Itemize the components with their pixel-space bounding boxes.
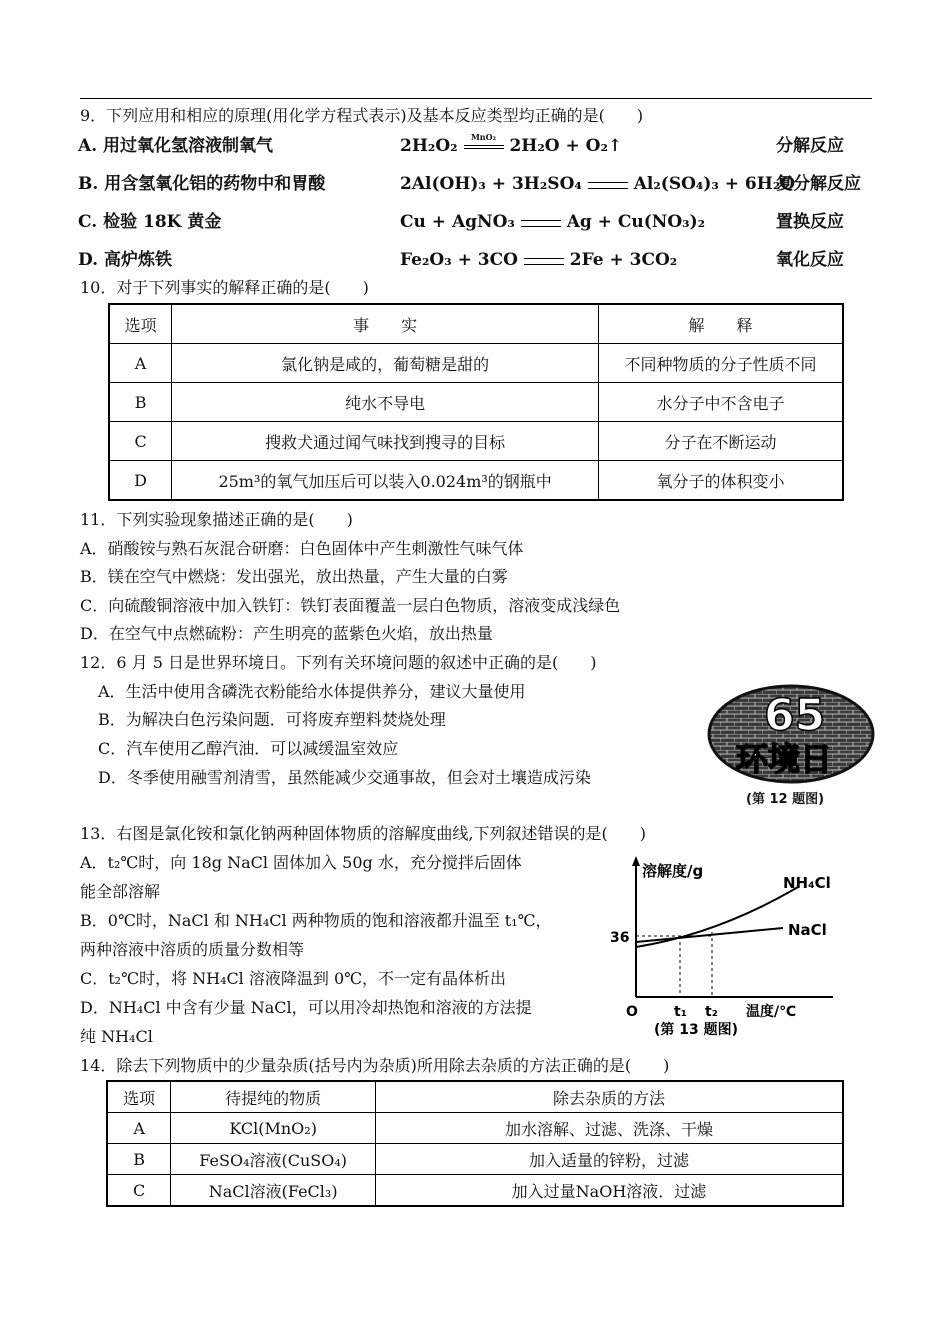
table-row (109, 344, 843, 383)
logo-text-top: 65 (764, 690, 826, 741)
table-cell: 分子在不断运动 (599, 422, 843, 461)
header-cell: 选项 (107, 1081, 171, 1113)
table-cell: FeSO₄溶液(CuSO₄) (171, 1144, 376, 1175)
origin-label: O (626, 1004, 638, 1020)
eq-right: Ag + Cu(NO₃)₂ (566, 212, 706, 232)
q9-option-label: D. 高炉炼铁 (78, 250, 172, 270)
q9-equation (400, 212, 705, 233)
nh4cl-curve (636, 887, 798, 947)
reaction-equals (521, 213, 561, 233)
table-cell: 搜救犬通过闻气味找到搜寻的目标 (172, 422, 599, 461)
series-label-nacl: NaCl (788, 921, 827, 939)
table-cell: C (107, 1175, 171, 1207)
q13-stem: 13．右图是氯化铵和氯化钠两种固体物质的溶解度曲线,下列叙述错误的是( ) (80, 824, 646, 843)
x-axis-label: 温度/℃ (746, 1004, 797, 1020)
q11-stem: 11．下列实验现象描述正确的是( ) (80, 510, 353, 529)
q9-stem: 9．下列应用和相应的原理(用化学方程式表示)及基本反应类型均正确的是( ) (80, 106, 644, 125)
x-tick-t1: t₁ (674, 1004, 687, 1020)
q11-option-a: A．硝酸铵与熟石灰混合研磨：白色固体中产生刺激性气味气体 (80, 539, 524, 558)
top-rule (80, 98, 872, 99)
q10-stem: 10．对于下列事实的解释正确的是( ) (80, 278, 369, 297)
q12-option-b: B．为解决白色污染问题．可将废弃塑料焚烧处理 (98, 710, 446, 729)
table-cell: 加水溶解、过滤、洗涤、干燥 (375, 1113, 843, 1144)
q13-text-line: C．t₂℃时，将 NH₄Cl 溶液降温到 0℃，不一定有晶体析出 (80, 969, 507, 988)
q9-option-label: B. 用含氢氧化铝的药物中和胃酸 (78, 174, 326, 194)
q13-text-line: B．0℃时，NaCl 和 NH₄Cl 两种物质的饱和溶液都升温至 t₁℃， (80, 911, 552, 930)
y-axis-label: 溶解度/g (642, 862, 704, 880)
series-label-nh4cl: NH₄Cl (783, 874, 831, 892)
header-cell: 解 释 (599, 304, 843, 344)
table-cell: 加入适量的锌粉，过滤 (375, 1144, 843, 1175)
table-row (107, 1113, 843, 1144)
q12-stem: 12．6 月 5 日是世界环境日。下列有关环境问题的叙述中正确的是( ) (80, 653, 597, 672)
q9-equation (400, 174, 795, 195)
table-row (109, 422, 843, 461)
table-row (107, 1175, 843, 1207)
table-row (107, 1144, 843, 1175)
table-cell: 氯化钠是咸的，葡萄糖是甜的 (172, 344, 599, 383)
solubility-curve-figure (608, 852, 858, 1037)
q9-reaction-type: 分解反应 (776, 136, 844, 156)
eq-right: 2H₂O + O₂↑ (509, 136, 623, 156)
table-cell: 纯水不导电 (172, 383, 599, 422)
q9-equation (400, 131, 623, 157)
table-header-row (109, 304, 843, 344)
q13-text-line: D．NH₄Cl 中含有少量 NaCl，可以用冷却热饱和溶液的方法提 (80, 998, 532, 1017)
q9-equation (400, 250, 677, 271)
table-cell: D (109, 461, 172, 501)
q12-option-c: C．汽车使用乙醇汽油．可以减缓温室效应 (98, 739, 399, 758)
environment-day-logo-icon (706, 678, 876, 788)
nacl-curve (636, 928, 783, 942)
q11-option-d: D．在空气中点燃硫粉：产生明亮的蓝紫色火焰，放出热量 (80, 624, 493, 643)
header-cell: 待提纯的物质 (171, 1081, 376, 1113)
q9-reaction-type: 置换反应 (776, 212, 844, 232)
header-cell: 事 实 (172, 304, 599, 344)
y-tick-36: 36 (610, 930, 630, 946)
q14-stem: 14．除去下列物质中的少量杂质(括号内为杂质)所用除去杂质的方法正确的是( ) (80, 1056, 670, 1075)
reaction-arrow (464, 131, 504, 157)
q13-text-line: 纯 NH₄Cl (80, 1027, 153, 1046)
table-cell: B (107, 1144, 171, 1175)
table-cell: 不同种物质的分子性质不同 (599, 344, 843, 383)
q10-table (108, 303, 844, 501)
table-cell: A (109, 344, 172, 383)
table-cell: A (107, 1113, 171, 1144)
q9-reaction-type: 复分解反应 (776, 174, 861, 194)
eq-condition: MnO₂ (470, 131, 497, 142)
q13-figure-caption: (第 13 题图) (654, 1022, 739, 1037)
eq-left: Fe₂O₃ + 3CO (400, 250, 518, 270)
header-cell: 选项 (109, 304, 172, 344)
q13-text-line: A．t₂℃时，向 18g NaCl 固体加入 50g 水，充分搅拌后固体 (80, 853, 522, 872)
q12-option-d: D．冬季使用融雪剂清雪，虽然能减少交通事故，但会对土壤造成污染 (98, 768, 591, 787)
reaction-equals (524, 251, 564, 271)
eq-left: Cu + AgNO₃ (400, 212, 515, 232)
table-row (109, 383, 843, 422)
table-header-row (107, 1081, 843, 1113)
table-row (109, 461, 843, 501)
q14-table (106, 1080, 844, 1207)
table-cell: 25m³的氧气加压后可以装入0.024m³的钢瓶中 (172, 461, 599, 501)
table-cell: B (109, 383, 172, 422)
q9-option-label: A. 用过氧化氢溶液制氧气 (78, 136, 274, 156)
table-cell: 氧分子的体积变小 (599, 461, 843, 501)
environment-day-logo (706, 678, 876, 808)
table-cell: 水分子中不含电子 (599, 383, 843, 422)
table-cell: C (109, 422, 172, 461)
table-cell: KCl(MnO₂) (171, 1113, 376, 1144)
reaction-equals (588, 175, 628, 195)
header-cell: 除去杂质的方法 (375, 1081, 843, 1113)
eq-left: 2Al(OH)₃ + 3H₂SO₄ (400, 174, 582, 194)
eq-right: 2Fe + 3CO₂ (569, 250, 678, 270)
eq-right: Al₂(SO₄)₃ + 6H₂O (633, 174, 796, 194)
solubility-graph (608, 852, 858, 1037)
eq-left: 2H₂O₂ (400, 136, 458, 156)
q9-reaction-type: 氧化反应 (776, 250, 844, 270)
logo-text-bottom: 环境日 (736, 740, 833, 778)
y-axis-arrow-icon (632, 856, 640, 866)
table-cell: NaCl溶液(FeCl₃) (171, 1175, 376, 1207)
q11-option-b: B．镁在空气中燃烧：发出强光，放出热量，产生大量的白雾 (80, 567, 508, 586)
table-cell: 加入过量NaOH溶液．过滤 (375, 1175, 843, 1207)
q12-option-a: A．生活中使用含磷洗衣粉能给水体提供养分，建议大量使用 (98, 682, 526, 701)
q9-option-label: C. 检验 18K 黄金 (78, 212, 222, 232)
q12-figure-caption: (第 12 题图) (746, 792, 825, 807)
q13-text-line: 两种溶液中溶质的质量分数相等 (80, 940, 305, 959)
x-tick-t2: t₂ (705, 1004, 718, 1020)
q11-option-c: C．向硫酸铜溶液中加入铁钉：铁钉表面覆盖一层白色物质，溶液变成浅绿色 (80, 596, 621, 615)
q13-text-line: 能全部溶解 (80, 882, 161, 901)
